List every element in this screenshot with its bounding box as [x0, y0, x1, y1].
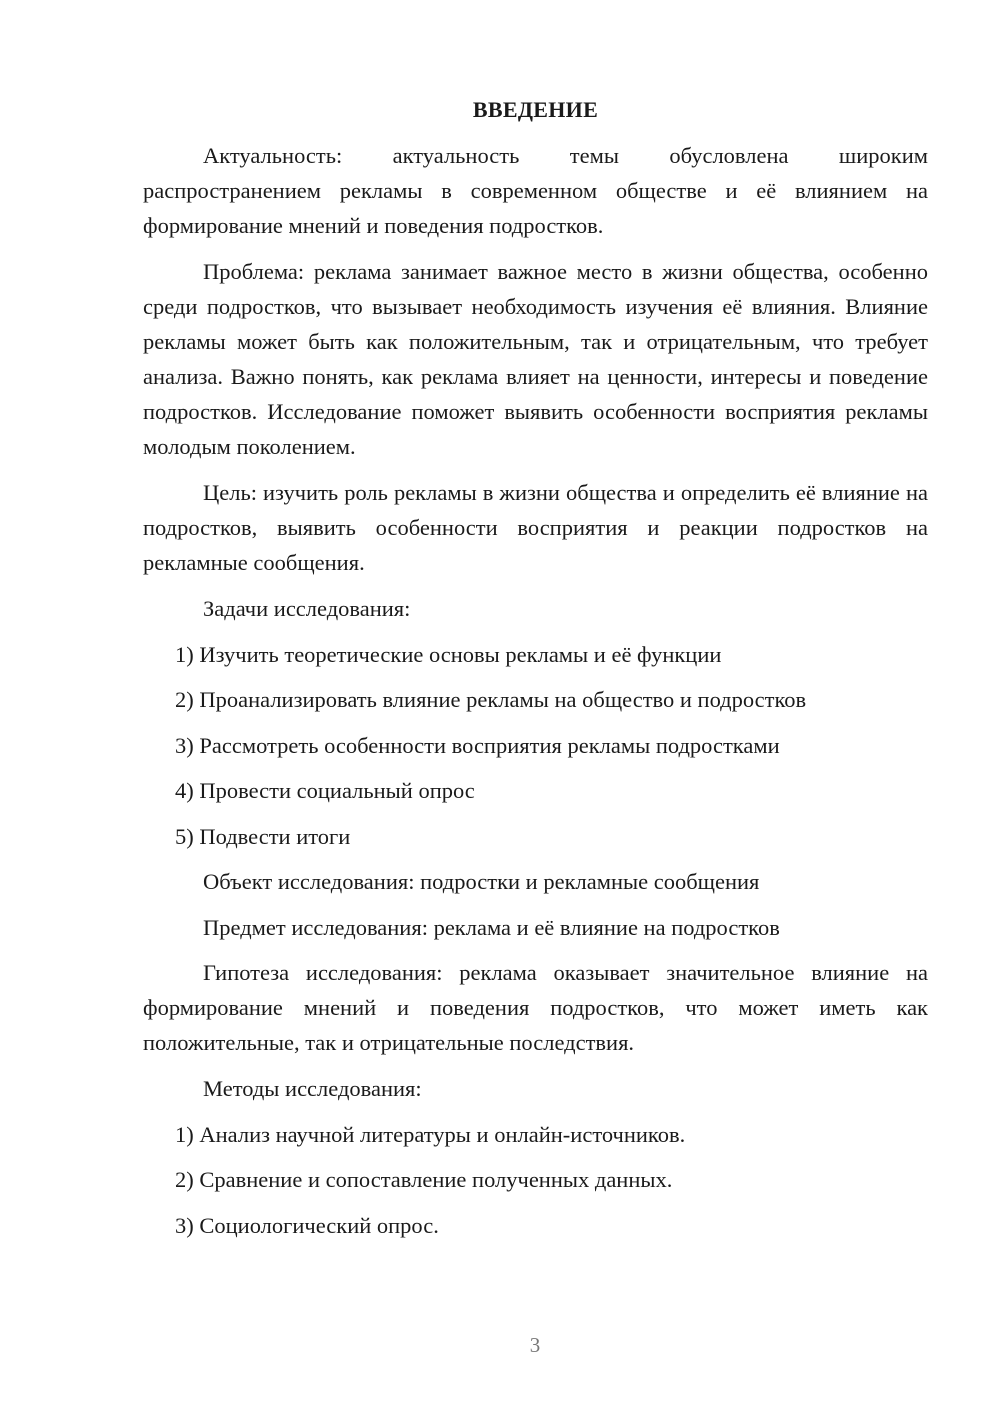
task-item: 4) Провести социальный опрос [175, 778, 475, 803]
document-body [143, 92, 928, 1253]
relevance-paragraph: Актуальность: актуальность темы обусловлена широким распространением рекламы в современном обществе и её влиянием на формирование мнений и поведения подростков. [143, 143, 928, 238]
tasks-heading: Задачи исследования: [203, 596, 411, 621]
subject-line: Предмет исследования: реклама и её влияние на подростков [203, 914, 780, 940]
task-item: 1) Изучить теоретические основы рекламы и её функции [175, 641, 722, 667]
task-item: 5) Подвести итоги [175, 823, 351, 849]
method-item: 2) Сравнение и сопоставление полученных данных. [175, 1167, 673, 1192]
hypothesis-paragraph: Гипотеза исследования: реклама оказывает значительное влияние на формирование мнений и поведения подростков, что может иметь как положительные, так и отрицательные последствия. [143, 960, 928, 1055]
methods-list [143, 1117, 928, 1243]
task-item: 3) Рассмотреть особенности восприятия рекламы подростками [175, 732, 780, 758]
tasks-list [143, 637, 928, 854]
goal-paragraph: Цель: изучить роль рекламы в жизни общества и определить её влияние на подростков, выявить особенности восприятия и реакции подростков на рекламные сообщения. [143, 480, 928, 575]
section-title: ВВЕДЕНИЕ [472, 97, 599, 122]
problem-paragraph: Проблема: реклама занимает важное место в жизни общества, особенно среди подростков, что вызывает необходимость изучения её влияния. Влияние рекламы может быть как положительным, так и отрицательным, что требует анализа. Важно понять, как реклама влияет на ценности, интересы и поведение подростков. Исследование поможет выявить особенности восприятия рекламы молодым поколением. [143, 259, 928, 459]
task-item: 2) Проанализировать влияние рекламы на общество и подростков [175, 687, 807, 712]
method-item: 3) Социологический опрос. [175, 1212, 439, 1238]
methods-heading: Методы исследования: [203, 1076, 422, 1101]
page-number: 3 [529, 1333, 541, 1357]
object-line: Объект исследования: подростки и рекламные сообщения [203, 869, 760, 894]
method-item: 1) Анализ научной литературы и онлайн-источников. [175, 1121, 686, 1147]
